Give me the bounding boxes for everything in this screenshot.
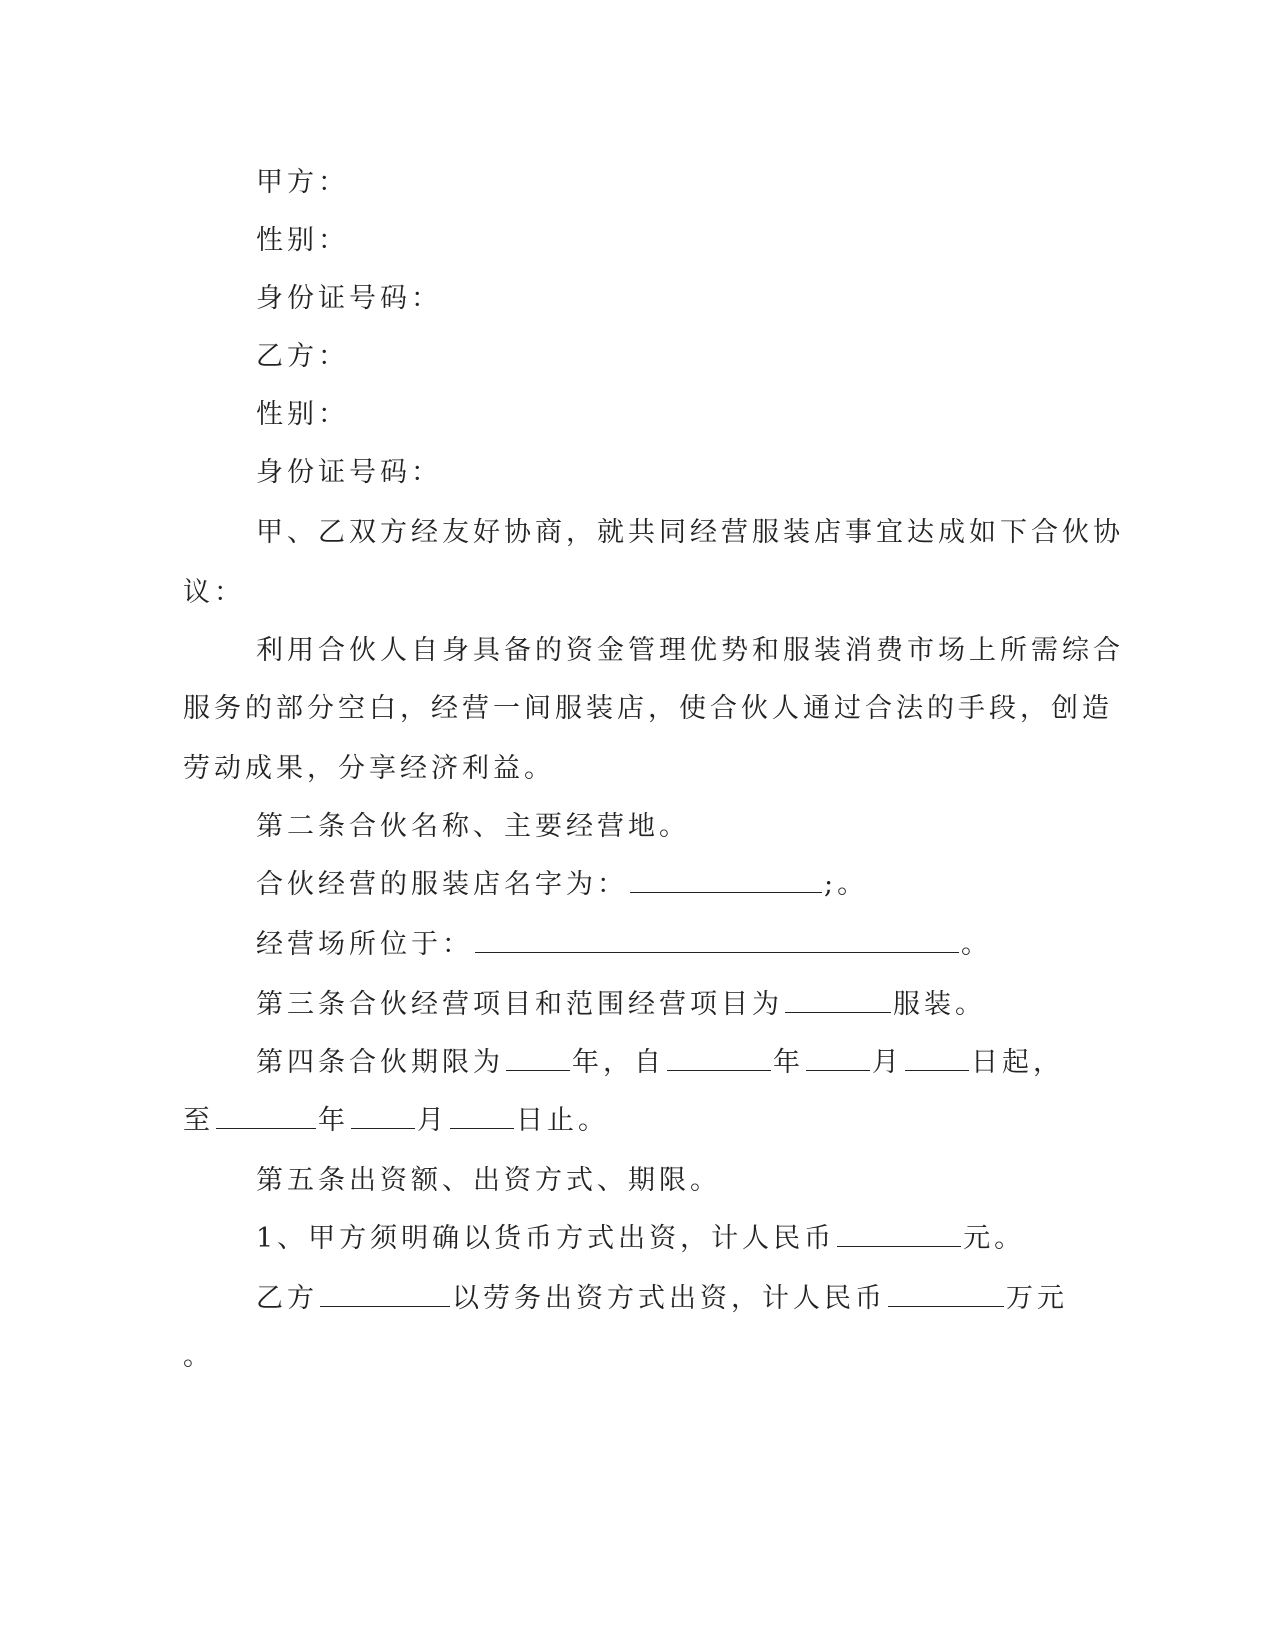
article-3-line <box>256 988 986 1022</box>
party-b-contribution-line <box>256 1282 1068 1316</box>
start-month-blank[interactable] <box>806 1046 870 1071</box>
party-b-amount-blank[interactable] <box>888 1282 1004 1307</box>
party-b-id-number: 身份证号码： <box>256 457 442 488</box>
party-b-end: 万元 <box>1006 1283 1068 1314</box>
business-scope-blank[interactable] <box>785 988 891 1013</box>
article-4-m2: 月 <box>417 1105 448 1136</box>
article-5-title: 第五条出资额、出资方式、期限。 <box>256 1165 721 1196</box>
location-label: 经营场所位于： <box>256 929 473 960</box>
article-4-end: 日止。 <box>516 1105 609 1136</box>
party-b-tail: 。 <box>183 1341 214 1372</box>
party-a-id-number: 身份证号码： <box>256 283 442 314</box>
intro-line-1: 甲、乙双方经友好协商，就共同经营服装店事宜达成如下合伙协 <box>256 517 1124 548</box>
party-b-gender: 性别： <box>256 399 349 430</box>
location-end: 。 <box>961 929 992 960</box>
start-day-blank[interactable] <box>905 1046 969 1071</box>
end-day-blank[interactable] <box>450 1104 514 1129</box>
article-4-y2: 年 <box>318 1105 349 1136</box>
purpose-line-1: 利用合伙人自身具备的资金管理优势和服装消费市场上所需综合 <box>256 635 1124 666</box>
term-years-blank[interactable] <box>506 1046 570 1071</box>
item-1-prefix: 1、甲方须明确以货币方式出资，计人民币 <box>256 1223 836 1254</box>
article-5-item-1 <box>256 1222 1025 1256</box>
article-4-line-1 <box>256 1046 1064 1080</box>
party-a-amount-blank[interactable] <box>837 1222 961 1247</box>
article-2-title: 第二条合伙名称、主要经营地。 <box>256 811 690 842</box>
shop-name-line <box>256 868 868 902</box>
shop-name-end: ;。 <box>824 869 869 900</box>
party-b-mid: 以劳务出资方式出资，计人民币 <box>452 1283 886 1314</box>
article-4-year: 年，自 <box>572 1047 665 1078</box>
party-b-name-blank[interactable] <box>320 1282 450 1307</box>
purpose-line-2: 服务的部分空白，经营一间服装店，使合伙人通过合法的手段，创造 <box>183 693 1113 724</box>
intro-line-2: 议： <box>183 577 245 608</box>
article-4-line-2 <box>183 1104 609 1138</box>
shop-name-label: 合伙经营的服装店名字为： <box>256 869 628 900</box>
location-line <box>256 928 992 962</box>
party-b-label: 乙方： <box>256 341 349 372</box>
article-4-m: 月 <box>872 1047 903 1078</box>
article-3-text: 第三条合伙经营项目和范围经营项目为 <box>256 989 783 1020</box>
party-a-label: 甲方： <box>256 167 349 198</box>
article-4-to: 至 <box>183 1105 214 1136</box>
article-4-prefix: 第四条合伙期限为 <box>256 1047 504 1078</box>
article-3-end: 服装。 <box>893 989 986 1020</box>
end-year-blank[interactable] <box>216 1104 316 1129</box>
article-4-start: 日起， <box>971 1047 1064 1078</box>
start-year-blank[interactable] <box>667 1046 771 1071</box>
shop-name-blank[interactable] <box>630 868 822 893</box>
article-4-y: 年 <box>773 1047 804 1078</box>
item-1-end: 元。 <box>963 1223 1026 1254</box>
party-a-gender: 性别： <box>256 225 349 256</box>
end-month-blank[interactable] <box>351 1104 415 1129</box>
party-b-prefix: 乙方 <box>256 1283 318 1314</box>
purpose-line-3: 劳动成果，分享经济利益。 <box>183 753 555 784</box>
location-blank[interactable] <box>475 928 959 953</box>
